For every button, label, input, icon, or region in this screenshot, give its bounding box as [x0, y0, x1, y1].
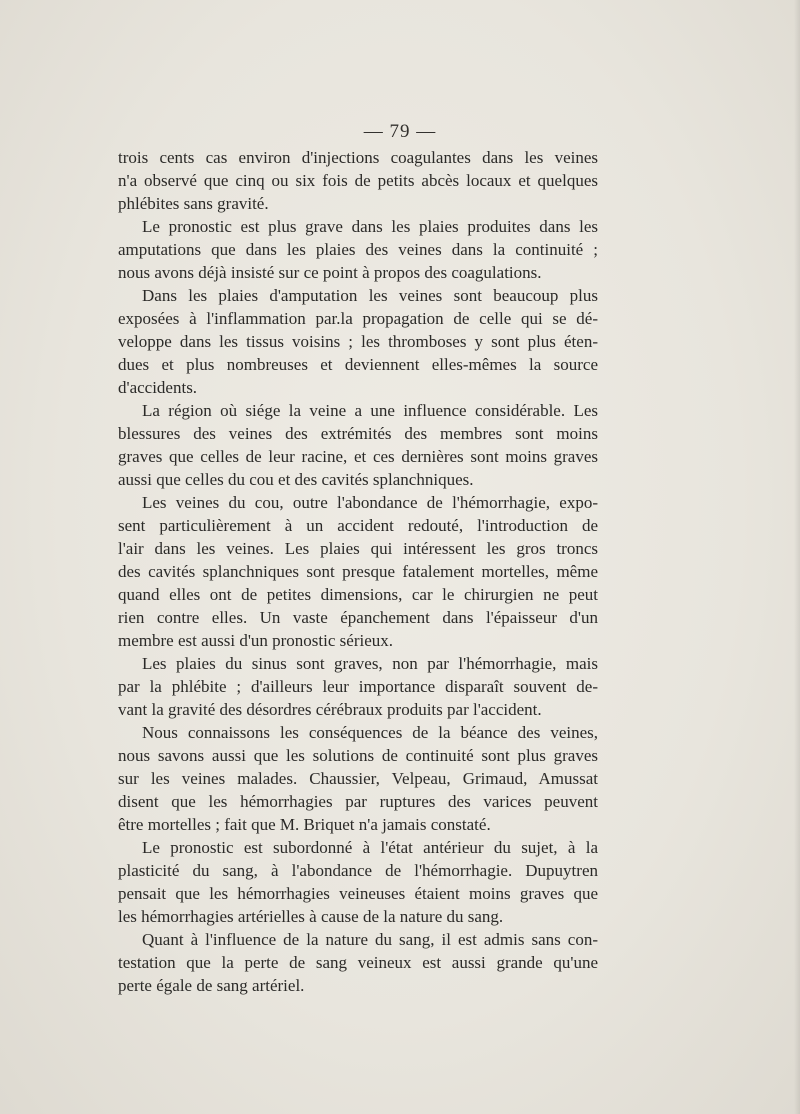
text-line: phlébites sans gravité.	[118, 194, 269, 213]
text-line: des cavités splanchniques sont presque fatalement mortelles, même	[118, 562, 598, 581]
text-line: par la phlébite ; d'ailleurs leur importance disparaît souvent de-	[118, 677, 598, 696]
text-line: l'air dans les veines. Les plaies qui intéressent les gros troncs	[118, 539, 598, 558]
text-line: dues et plus nombreuses et deviennent elles-mêmes la source	[118, 355, 598, 374]
text-line: vant la gravité des désordres cérébraux produits par l'accident.	[118, 700, 542, 719]
text-line: quand elles ont de petites dimensions, car le chirurgien ne peut	[118, 585, 598, 604]
text-line: d'accidents.	[118, 378, 198, 397]
text-line: veloppe dans les tissus voisins ; les thromboses y sont plus éten-	[118, 332, 598, 351]
text-line: nous avons déjà insisté sur ce point à propos des coagulations.	[118, 263, 542, 282]
text-line: nous savons aussi que les solutions de continuité sont plus graves	[118, 746, 598, 765]
text-line: membre est aussi d'un pronostic sérieux.	[118, 631, 394, 650]
text-line: La région où siége la veine a une influence considérable. Les	[142, 401, 598, 420]
text-line: Les plaies du sinus sont graves, non par l'hémorrhagie, mais	[142, 654, 598, 673]
text-line: exposées à l'inflammation par.la propagation de celle qui se dé-	[118, 309, 598, 328]
text-line: n'a observé que cinq ou six fois de petits abcès locaux et quelques	[118, 171, 598, 190]
text-line: pensait que les hémorrhagies veineuses étaient moins graves que	[118, 884, 598, 903]
text-line: sur les veines malades. Chaussier, Velpeau, Grimaud, Amussat	[118, 769, 598, 788]
text-line: trois cents cas environ d'injections coagulantes dans les veines	[118, 148, 598, 167]
text-line: amputations que dans les plaies des veines dans la continuité ;	[118, 240, 598, 259]
text-line: être mortelles ; fait que M. Briquet n'a jamais constaté.	[118, 815, 491, 834]
page-edge-shadow	[794, 0, 800, 1114]
text-line: Dans les plaies d'amputation les veines sont beaucoup plus	[142, 286, 598, 305]
text-line: Le pronostic est plus grave dans les plaies produites dans les	[142, 217, 598, 236]
text-line: Le pronostic est subordonné à l'état antérieur du sujet, à la	[142, 838, 598, 857]
body-text	[118, 146, 598, 997]
text-line: sent particulièrement à un accident redouté, l'introduction de	[118, 516, 598, 535]
text-line: perte égale de sang artériel.	[118, 976, 305, 995]
text-line: graves que celles de leur racine, et ces dernières sont moins graves	[118, 447, 598, 466]
text-line: Les veines du cou, outre l'abondance de l'hémorrhagie, expo-	[142, 493, 598, 512]
text-line: rien contre elles. Un vaste épanchement dans l'épaisseur d'un	[118, 608, 598, 627]
text-line: Nous connaissons les conséquences de la béance des veines,	[142, 723, 598, 742]
page-number: — 79 —	[363, 121, 437, 142]
text-line: testation que la perte de sang veineux est aussi grande qu'une	[118, 953, 598, 972]
text-line: disent que les hémorrhagies par ruptures des varices peuvent	[118, 792, 598, 811]
text-line: blessures des veines des extrémités des membres sont moins	[118, 424, 598, 443]
text-line: aussi que celles du cou et des cavités splanchniques.	[118, 470, 474, 489]
text-line: plasticité du sang, à l'abondance de l'hémorrhagie. Dupuytren	[118, 861, 598, 880]
text-line: les hémorrhagies artérielles à cause de la nature du sang.	[118, 907, 504, 926]
text-line: Quant à l'influence de la nature du sang, il est admis sans con-	[142, 930, 598, 949]
